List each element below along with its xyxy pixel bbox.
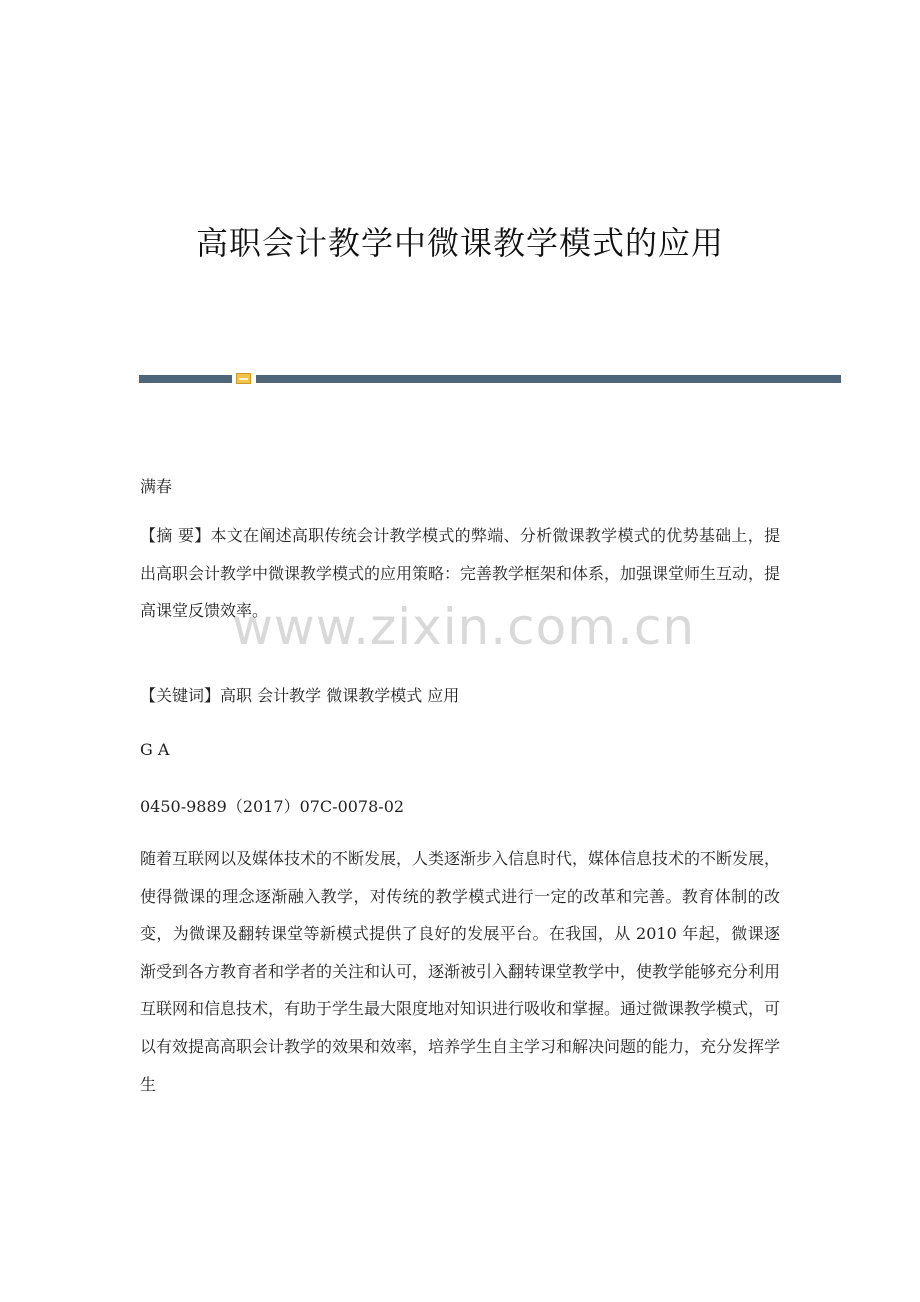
abstract-text: 本文在阐述高职传统会计教学模式的弊端、分析微课教学模式的优势基础上，提出高职会计教学中微课教学模式的应用策略：完善教学框架和体系，加强课堂师生互动，提高课堂反馈效率。 (140, 526, 781, 621)
title-rule-right (256, 375, 841, 383)
keywords-text: 高职 会计教学 微课教学模式 应用 (220, 686, 460, 705)
abstract-label: 【摘 要】 (140, 526, 211, 545)
title-rule-left (139, 375, 232, 383)
keywords (140, 683, 459, 706)
document-title: 高职会计教学中微课教学模式的应用 (195, 224, 724, 262)
keywords-label: 【关键词】 (140, 686, 221, 705)
rule-ornament-icon (236, 373, 251, 384)
watermark: www.zixin.com.cn (232, 598, 696, 656)
author: 满春 (140, 477, 173, 496)
abstract (140, 517, 780, 630)
document-code: 0450-9889（2017）07C-0078-02 (140, 797, 405, 816)
body-paragraph: 随着互联网以及媒体技术的不断发展，人类逐渐步入信息时代，媒体信息技术的不断发展，使得微课的理念逐渐融入教学，对传统的教学模式进行一定的改革和完善。教育体制的改变，为微课及翻转课堂等新模式提供了良好的发展平台。在我国，从 2010 年起，微课逐渐受到各方教育者和学者的关注和认可，逐渐被引入翻转课堂教学中，使教学能够充分利用互联网和信息技术，有助于学生最大限度地对知识进行吸收和掌握。通过微课教学模式，可以有效提高高职会计教学的效果和效率，培养学生自主学习和解决问题的能力，充分发挥学生 (140, 849, 781, 1094)
classification-code: G A (140, 740, 170, 759)
